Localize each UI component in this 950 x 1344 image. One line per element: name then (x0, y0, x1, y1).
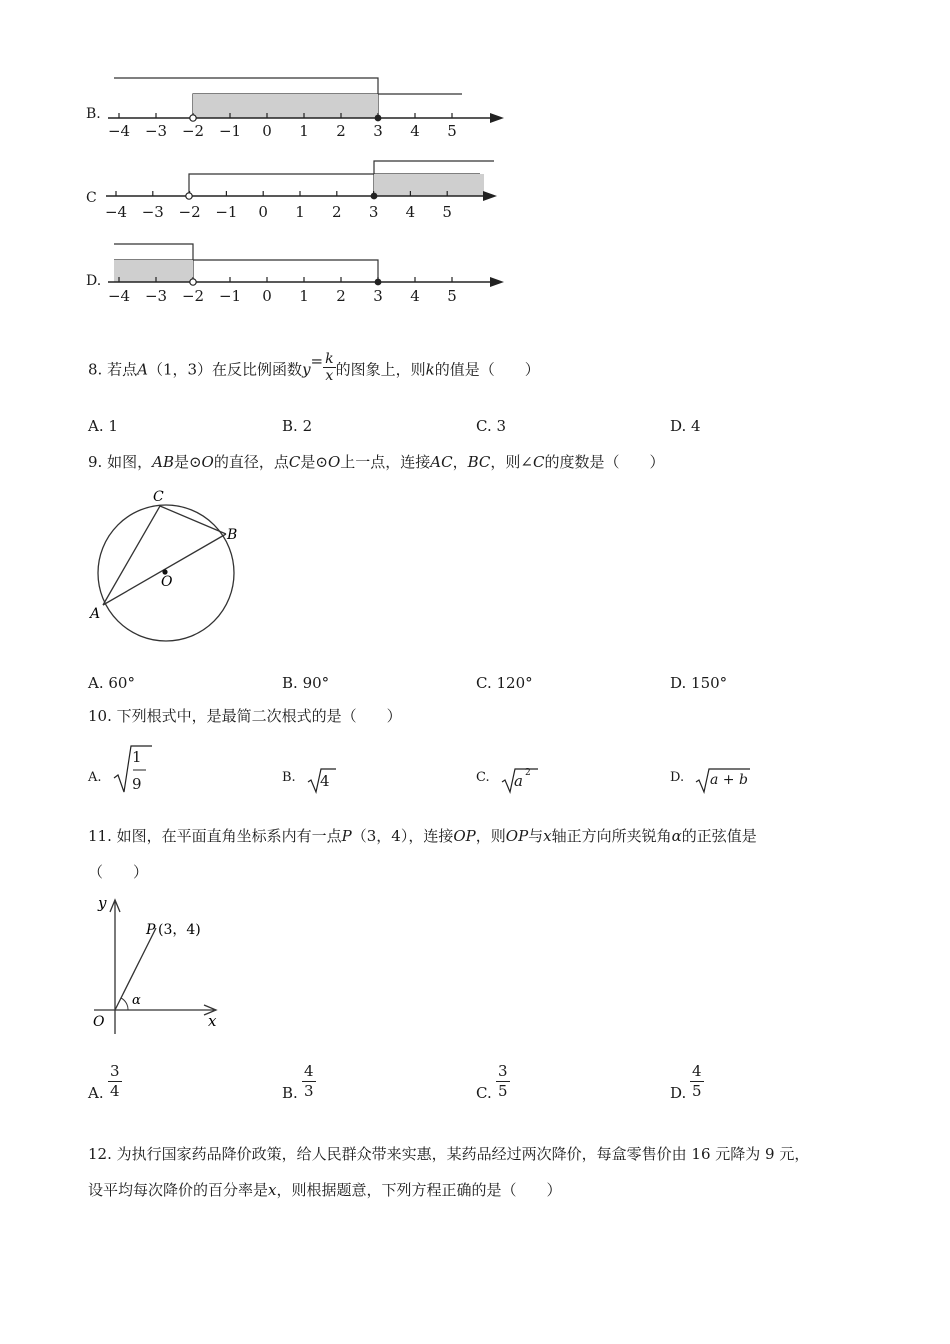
radicand-exponent: 2 (525, 768, 531, 778)
question-9: 9. 如图，AB是⊙O的直径，点C是⊙O上一点，连接AC，BC，则∠C的度数是（ ） (88, 453, 665, 471)
option-letter: B. (86, 106, 101, 122)
tick-label: −1 (215, 203, 238, 221)
label-o: O (93, 1014, 105, 1030)
tick-label: 3 (373, 287, 383, 305)
tick-label: −1 (218, 287, 242, 305)
q8-option-d[interactable]: D. 4 (670, 417, 701, 435)
radicand-numerator: 1 (132, 748, 142, 766)
label-y: y (98, 894, 107, 912)
tick-label: 0 (262, 122, 272, 140)
tick-label: −1 (218, 122, 242, 140)
q9-option-a[interactable]: A. 60° (88, 674, 135, 692)
tick-label: −4 (107, 122, 131, 140)
question-11: 11. 如图，在平面直角坐标系内有一点P（3，4），连接OP，则OP与x轴正方向所夹锐角α的正弦值是 (88, 827, 757, 845)
segment-ac (103, 506, 160, 605)
tick-label: 4 (410, 122, 420, 140)
tick-label: 1 (299, 287, 309, 305)
tick-label: 3 (373, 122, 383, 140)
tick-label: 2 (332, 203, 342, 221)
tick-label: 0 (258, 203, 268, 221)
label-alpha: α (132, 993, 141, 1008)
tick-label: −3 (144, 122, 168, 140)
label-b: B (227, 527, 238, 543)
radicand-base: a (514, 772, 523, 790)
tick-label: 5 (447, 287, 457, 305)
tick-label: −2 (181, 122, 205, 140)
tick-label: 3 (368, 203, 379, 221)
q10-option-b[interactable]: B. 4 (282, 764, 402, 794)
closed-dot (375, 115, 382, 122)
label-o: O (161, 574, 173, 590)
label-c: C (153, 489, 164, 505)
q11-option-a[interactable]: A. $\frac{3}{4}$ (88, 1062, 120, 1102)
tick-label: 1 (299, 122, 309, 140)
tick-label: −2 (181, 287, 205, 305)
question-12: 12. 为执行国家药品降价政策，给人民群众带来实惠，某药品经过两次降价，每盒零售价由 16 元降为 9 元， (88, 1145, 810, 1163)
circle-figure (85, 485, 255, 645)
tick-label: 5 (442, 203, 452, 221)
label-p-coords: (3，4) (158, 922, 201, 938)
tick-label: 2 (336, 287, 346, 305)
q10-option-c[interactable]: C. a 2 (476, 764, 596, 794)
radicand-denominator: 9 (132, 775, 142, 793)
q11-option-c[interactable]: C. $\frac{3}{5}$ (476, 1062, 508, 1102)
tick-label: −2 (178, 203, 201, 221)
option-letter: C (86, 190, 97, 206)
tick-label: 2 (336, 122, 346, 140)
closed-dot (371, 193, 378, 200)
coordinate-figure (88, 892, 238, 1037)
tick-label: 0 (262, 287, 272, 305)
q8-option-b[interactable]: B. 2 (282, 417, 313, 435)
question-11-paren: （ ） (88, 863, 149, 881)
tick-label: −3 (144, 287, 168, 305)
open-dot (186, 193, 192, 199)
tick-label: 5 (447, 122, 457, 140)
open-dot (190, 279, 196, 285)
q9-option-b[interactable]: B. 90° (282, 674, 330, 692)
tick-label: 4 (405, 203, 416, 221)
tick-label: −4 (107, 287, 131, 305)
label-a: A (90, 606, 101, 622)
q10-option-a[interactable]: A. 1 9 (88, 742, 208, 798)
tick-label: −4 (104, 203, 128, 221)
tick-label: 4 (410, 287, 420, 305)
q10-option-d[interactable]: D. a + b (670, 764, 790, 794)
label-x: x (208, 1012, 217, 1030)
question-12-line2: 设平均每次降价的百分率是x，则根据题意，下列方程正确的是（ ） (88, 1181, 562, 1199)
open-dot (190, 115, 196, 121)
q8-option-a[interactable]: A. 1 (88, 417, 118, 435)
radicand: a + b (710, 772, 748, 788)
q9-option-c[interactable]: C. 120° (476, 674, 533, 692)
question-10: 10. 下列根式中，是最简二次根式的是（ ） (88, 707, 402, 725)
question-8: 8. 若点A（1，3）在反比例函数y= $\frac{k}{x}$ 的图象上，则k的值是（ ） (88, 351, 540, 384)
q8-option-c[interactable]: C. 3 (476, 417, 507, 435)
q9-option-d[interactable]: D. 150° (670, 674, 728, 692)
tick-label: 1 (295, 203, 305, 221)
radicand: 4 (320, 772, 330, 790)
option-letter: D. (86, 273, 102, 289)
label-p: P (146, 922, 156, 938)
q11-option-d[interactable]: D. $\frac{4}{5}$ (670, 1062, 702, 1102)
q11-option-b[interactable]: B. $\frac{4}{3}$ (282, 1062, 314, 1102)
tick-label: −3 (141, 203, 164, 221)
closed-dot (375, 279, 382, 286)
